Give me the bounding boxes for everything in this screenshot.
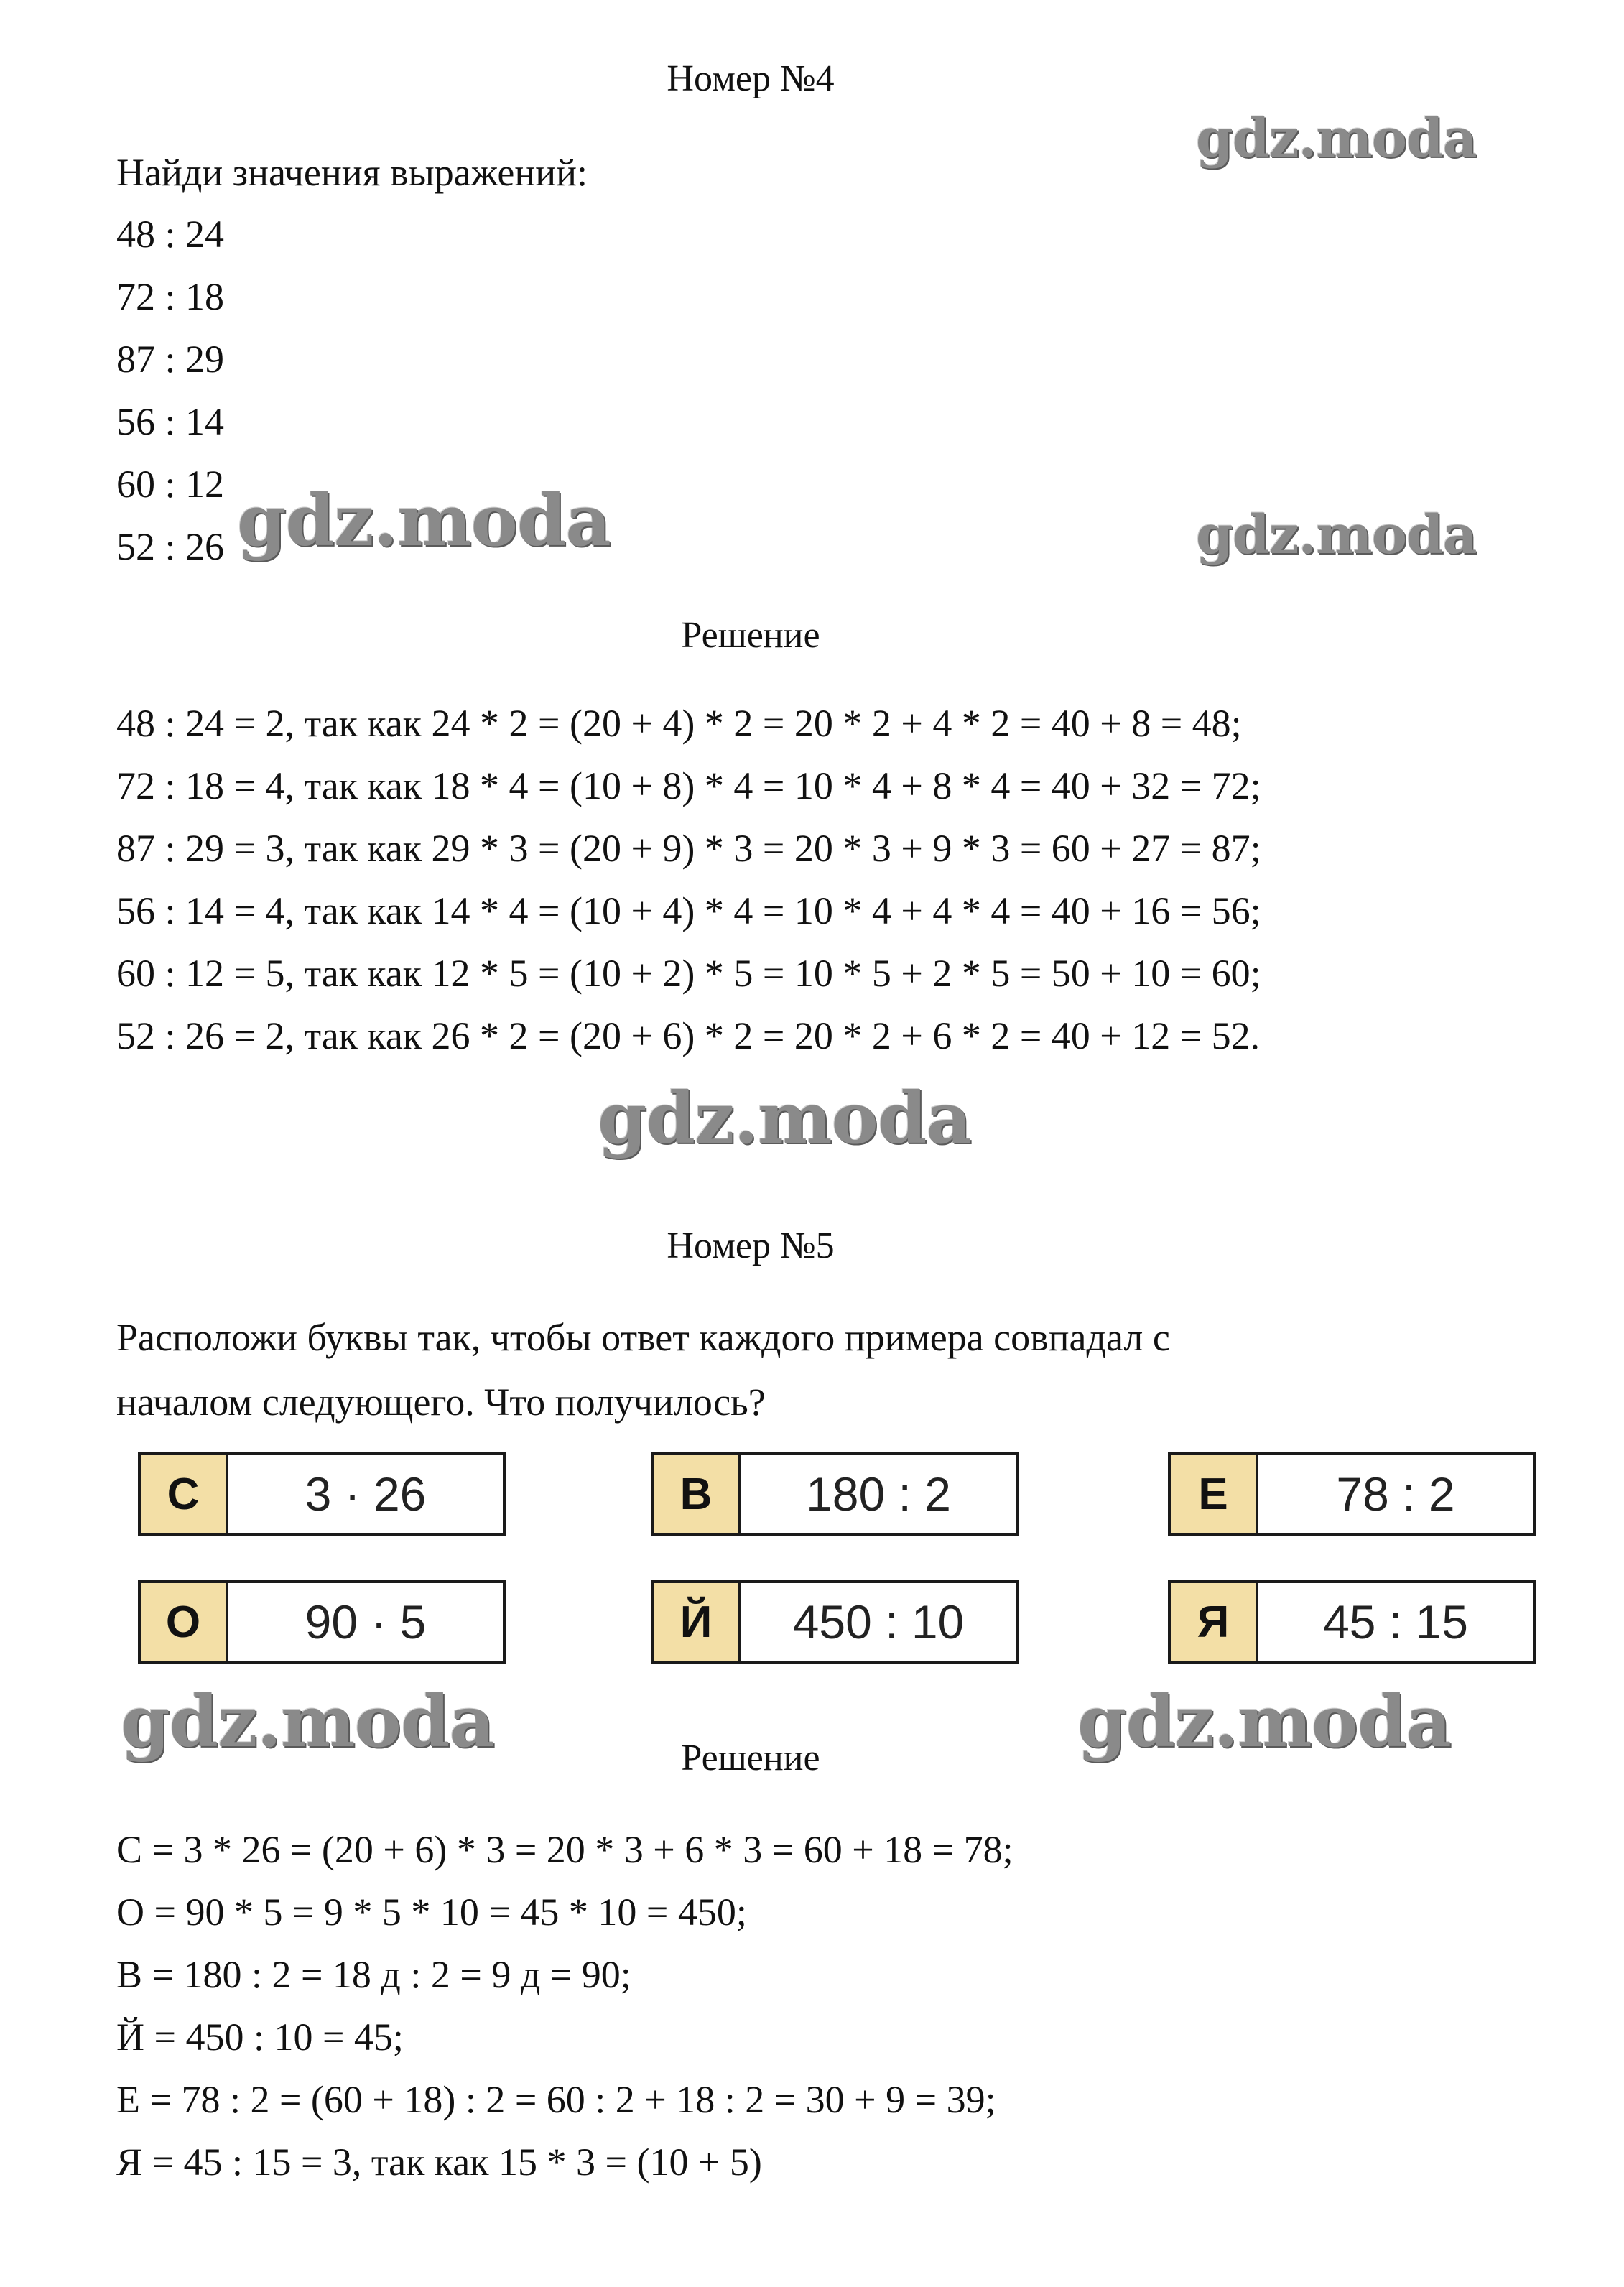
card-expression: 450 : 10 xyxy=(792,1595,965,1648)
task4-expression: 60 : 12 xyxy=(116,463,225,506)
letter-card xyxy=(651,1452,1019,1536)
task4-expression: 72 : 18 xyxy=(116,275,225,318)
task4-solution-line: 60 : 12 = 5, так как 12 * 5 = (10 + 2) * 5 = 10 * 5 + 2 * 5 = 50 + 10 = 60; xyxy=(116,952,1261,995)
task4-solution-heading: Решение xyxy=(681,615,820,656)
task5-solution-line: В = 180 : 2 = 18 д : 2 = 9 д = 90; xyxy=(116,1953,631,1996)
task4-solution-line: 87 : 29 = 3, так как 29 * 3 = (20 + 9) * 3 = 20 * 3 + 9 * 3 = 60 + 27 = 87; xyxy=(116,827,1261,870)
task5-solution-line: О = 90 * 5 = 9 * 5 * 10 = 45 * 10 = 450; xyxy=(116,1891,747,1934)
task5-heading: Номер №5 xyxy=(667,1225,835,1266)
card-letter: Я xyxy=(1171,1583,1258,1661)
card-letter: Й xyxy=(654,1583,741,1661)
task5-solution-line: Й = 450 : 10 = 45; xyxy=(116,2015,404,2059)
card-expression: 90 · 5 xyxy=(305,1595,427,1648)
watermark: gdz.moda xyxy=(598,1077,971,1160)
task5-prompt-line: началом следующего. Что получилось? xyxy=(116,1381,766,1424)
task4-heading: Номер №4 xyxy=(667,58,835,99)
letter-card xyxy=(1168,1452,1536,1536)
card-expression: 180 : 2 xyxy=(806,1467,951,1521)
watermark: gdz.moda xyxy=(237,480,611,562)
card-letter: О xyxy=(141,1583,228,1661)
letter-card xyxy=(138,1580,506,1664)
task5-solution-heading: Решение xyxy=(681,1738,820,1778)
watermark: gdz.moda xyxy=(1196,108,1477,170)
task4-solution-line: 52 : 26 = 2, так как 26 * 2 = (20 + 6) * 2 = 20 * 2 + 6 * 2 = 40 + 12 = 52. xyxy=(116,1014,1261,1057)
card-letter: В xyxy=(654,1455,741,1533)
card-expression: 45 : 15 xyxy=(1323,1595,1468,1648)
card-expression: 3 · 26 xyxy=(305,1467,427,1521)
task4-solution-line: 72 : 18 = 4, так как 18 * 4 = (10 + 8) * 4 = 10 * 4 + 8 * 4 = 40 + 32 = 72; xyxy=(116,764,1261,807)
card-expression: 78 : 2 xyxy=(1336,1467,1455,1521)
task4-solution-line: 56 : 14 = 4, так как 14 * 4 = (10 + 4) * 4 = 10 * 4 + 4 * 4 = 40 + 16 = 56; xyxy=(116,889,1261,932)
task4-expression: 87 : 29 xyxy=(116,338,225,381)
task5-solution-line: Я = 45 : 15 = 3, так как 15 * 3 = (10 + 5) xyxy=(116,2140,762,2184)
card-letter: Е xyxy=(1171,1455,1258,1533)
card-letter: С xyxy=(141,1455,228,1533)
task5-solution-line: Е = 78 : 2 = (60 + 18) : 2 = 60 : 2 + 18 : 2 = 30 + 9 = 39; xyxy=(116,2078,996,2121)
task4-expression: 56 : 14 xyxy=(116,400,225,443)
watermark: gdz.moda xyxy=(121,1681,494,1763)
task5-prompt-line: Расположи буквы так, чтобы ответ каждого примера совпадал с xyxy=(116,1316,1170,1359)
letter-card xyxy=(651,1580,1019,1664)
task4-expression: 52 : 26 xyxy=(116,525,225,568)
task5-solution-line: С = 3 * 26 = (20 + 6) * 3 = 20 * 3 + 6 * 3 = 60 + 18 = 78; xyxy=(116,1828,1013,1871)
letter-card xyxy=(138,1452,506,1536)
task4-solution-line: 48 : 24 = 2, так как 24 * 2 = (20 + 4) * 2 = 20 * 2 + 4 * 2 = 40 + 8 = 48; xyxy=(116,702,1242,745)
letter-card xyxy=(1168,1580,1536,1664)
watermark: gdz.moda xyxy=(1196,504,1477,566)
watermark: gdz.moda xyxy=(1077,1681,1451,1763)
task4-expression: 48 : 24 xyxy=(116,213,225,256)
task4-prompt: Найди значения выражений: xyxy=(116,151,588,194)
